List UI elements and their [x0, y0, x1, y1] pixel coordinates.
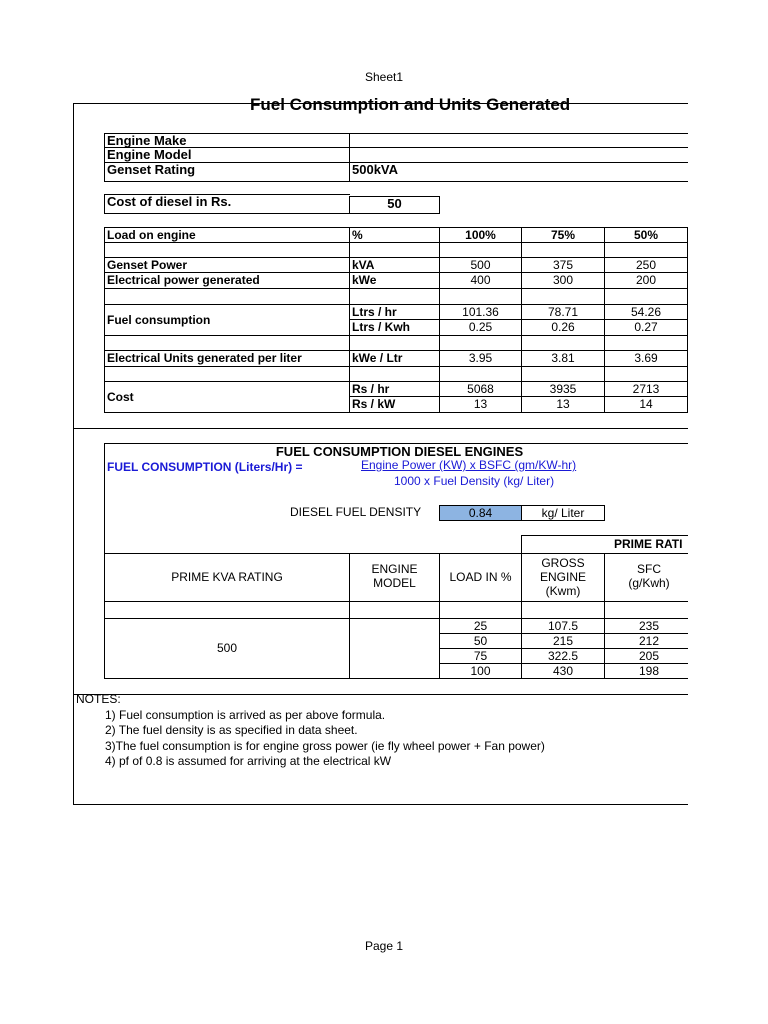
fuel-unit-ltrs-kwh: Ltrs / Kwh: [349, 319, 440, 336]
blank-row: [104, 601, 350, 619]
cost-rs-hr-value: 3935: [521, 381, 605, 397]
fuel-ltrs-kwh-value: 0.27: [604, 319, 688, 336]
blank-row: [439, 288, 522, 305]
density-value[interactable]: 0.84: [439, 505, 522, 521]
col-engine-model-line2: MODEL: [373, 576, 416, 590]
gross-value: 107.5: [521, 618, 605, 634]
sfc-value: 235: [604, 618, 688, 634]
engine-model-cell: [349, 618, 440, 679]
notes: [76, 692, 545, 770]
blank-row: [349, 366, 440, 382]
fuel-ltrs-hr-value: 101.36: [439, 304, 522, 320]
genset-power-value: 375: [521, 257, 605, 273]
col-sfc-line2: (g/Kwh): [628, 576, 670, 590]
units-per-liter-unit: kWe / Ltr: [349, 350, 440, 367]
col-gross-line2: ENGINE: [539, 570, 586, 584]
formula-label: FUEL CONSUMPTION (Liters/Hr) =: [104, 460, 334, 476]
blank-row: [604, 288, 688, 305]
sfc-value: 205: [604, 648, 688, 664]
fuel-ltrs-kwh-value: 0.26: [521, 319, 605, 336]
note-item: 2) The fuel density is as specified in data sheet.: [105, 723, 358, 737]
col-sfc: [604, 553, 688, 602]
section2-title: FUEL CONSUMPTION DIESEL ENGINES: [104, 443, 688, 460]
genset-power-value: 500: [439, 257, 522, 273]
col-prime-kva: PRIME KVA RATING: [104, 553, 350, 602]
col-gross-line1: GROSS: [541, 556, 585, 570]
units-per-liter-value: 3.69: [604, 350, 688, 367]
gross-value: 430: [521, 663, 605, 679]
electrical-power-value: 400: [439, 272, 522, 289]
units-per-liter-label: Electrical Units generated per liter: [104, 350, 350, 367]
cost-diesel-value[interactable]: 50: [349, 196, 440, 214]
sheet-title: Fuel Consumption and Units Generated: [250, 95, 571, 114]
genset-rating-value[interactable]: 500kVA: [349, 162, 688, 182]
density-unit: kg/ Liter: [521, 505, 605, 521]
blank-row: [521, 335, 605, 351]
col-gross-line3: (Kwm): [545, 584, 581, 598]
prime-rating-label: PRIME RATI: [521, 535, 688, 554]
fuel-ltrs-hr-value: 78.71: [521, 304, 605, 320]
cost-rs-kw-value: 13: [521, 396, 605, 413]
gross-value: 215: [521, 633, 605, 649]
cost-unit-rs-kw: Rs / kW: [349, 396, 440, 413]
sfc-value: 198: [604, 663, 688, 679]
cost-rs-hr-value: 5068: [439, 381, 522, 397]
load-col-75: 75%: [521, 227, 605, 243]
units-per-liter-value: 3.95: [439, 350, 522, 367]
blank-row: [439, 366, 522, 382]
blank-row: [104, 242, 350, 258]
blank-row: [521, 288, 605, 305]
note-item: 1) Fuel consumption is arrived as per above formula.: [105, 707, 386, 722]
blank-row: [349, 288, 440, 305]
fuel-ltrs-hr-value: 54.26: [604, 304, 688, 320]
engine-model-value[interactable]: [349, 147, 688, 163]
electrical-power-value: 200: [604, 272, 688, 289]
genset-power-label: Genset Power: [104, 257, 350, 273]
col-engine-model: [349, 553, 440, 602]
kva-value: 500: [104, 618, 350, 679]
blank-row: [104, 366, 350, 382]
gross-value: 322.5: [521, 648, 605, 664]
page-footer: Page 1: [364, 939, 404, 953]
load-on-engine-label: Load on engine: [104, 227, 350, 243]
blank-row: [604, 335, 688, 351]
density-label: DIESEL FUEL DENSITY: [290, 505, 422, 519]
load-value: 75: [439, 648, 522, 664]
cost-rs-kw-value: 13: [439, 396, 522, 413]
blank-row: [349, 601, 440, 619]
section2-left-border: [104, 476, 105, 553]
fuel-consumption-label: Fuel consumption: [104, 304, 350, 336]
note-item: 3)The fuel consumption is for engine gross power (ie fly wheel power + Fan power): [105, 738, 545, 753]
blank-row: [521, 601, 605, 619]
load-col-50: 50%: [604, 227, 688, 243]
blank-row: [604, 242, 688, 258]
col-load: LOAD IN %: [439, 553, 522, 602]
formula-denominator: 1000 x Fuel Density (kg/ Liter): [394, 474, 555, 488]
fuel-ltrs-kwh-value: 0.25: [439, 319, 522, 336]
cost-diesel-label: Cost of diesel in Rs.: [104, 194, 350, 214]
sfc-value: 212: [604, 633, 688, 649]
blank-row: [521, 366, 605, 382]
load-value: 100: [439, 663, 522, 679]
electrical-power-label: Electrical power generated: [104, 272, 350, 289]
genset-rating-label: Genset Rating: [104, 162, 350, 182]
blank-row: [439, 601, 522, 619]
col-engine-model-line1: ENGINE: [371, 562, 418, 576]
engine-make-label: Engine Make: [104, 133, 350, 148]
blank-row: [104, 335, 350, 351]
genset-power-value: 250: [604, 257, 688, 273]
page-header: Sheet1: [364, 70, 404, 84]
genset-power-unit: kVA: [349, 257, 440, 273]
engine-make-value[interactable]: [349, 133, 688, 148]
load-col-100: 100%: [439, 227, 522, 243]
cost-label: Cost: [104, 381, 350, 413]
cost-rs-kw-value: 14: [604, 396, 688, 413]
engine-model-label: Engine Model: [104, 147, 350, 163]
blank-row: [349, 335, 440, 351]
notes-heading: NOTES:: [76, 692, 121, 706]
cost-unit-rs-hr: Rs / hr: [349, 381, 440, 397]
col-sfc-line1: SFC: [637, 562, 661, 576]
electrical-power-value: 300: [521, 272, 605, 289]
blank-row: [604, 366, 688, 382]
load-value: 25: [439, 618, 522, 634]
load-value: 50: [439, 633, 522, 649]
fuel-unit-ltrs-hr: Ltrs / hr: [349, 304, 440, 320]
blank-row: [439, 242, 522, 258]
blank-row: [439, 335, 522, 351]
col-gross-engine: [521, 553, 605, 602]
section-divider: [73, 428, 688, 429]
blank-row: [104, 288, 350, 305]
blank-row: [349, 242, 440, 258]
units-per-liter-value: 3.81: [521, 350, 605, 367]
load-unit: %: [349, 227, 440, 243]
formula-numerator: Engine Power (KW) x BSFC (gm/KW-hr): [361, 458, 577, 472]
electrical-power-unit: kWe: [349, 272, 440, 289]
cost-rs-hr-value: 2713: [604, 381, 688, 397]
blank-row: [604, 601, 688, 619]
note-item: 4) pf of 0.8 is assumed for arriving at the electrical kW: [105, 754, 392, 768]
blank-row: [521, 242, 605, 258]
